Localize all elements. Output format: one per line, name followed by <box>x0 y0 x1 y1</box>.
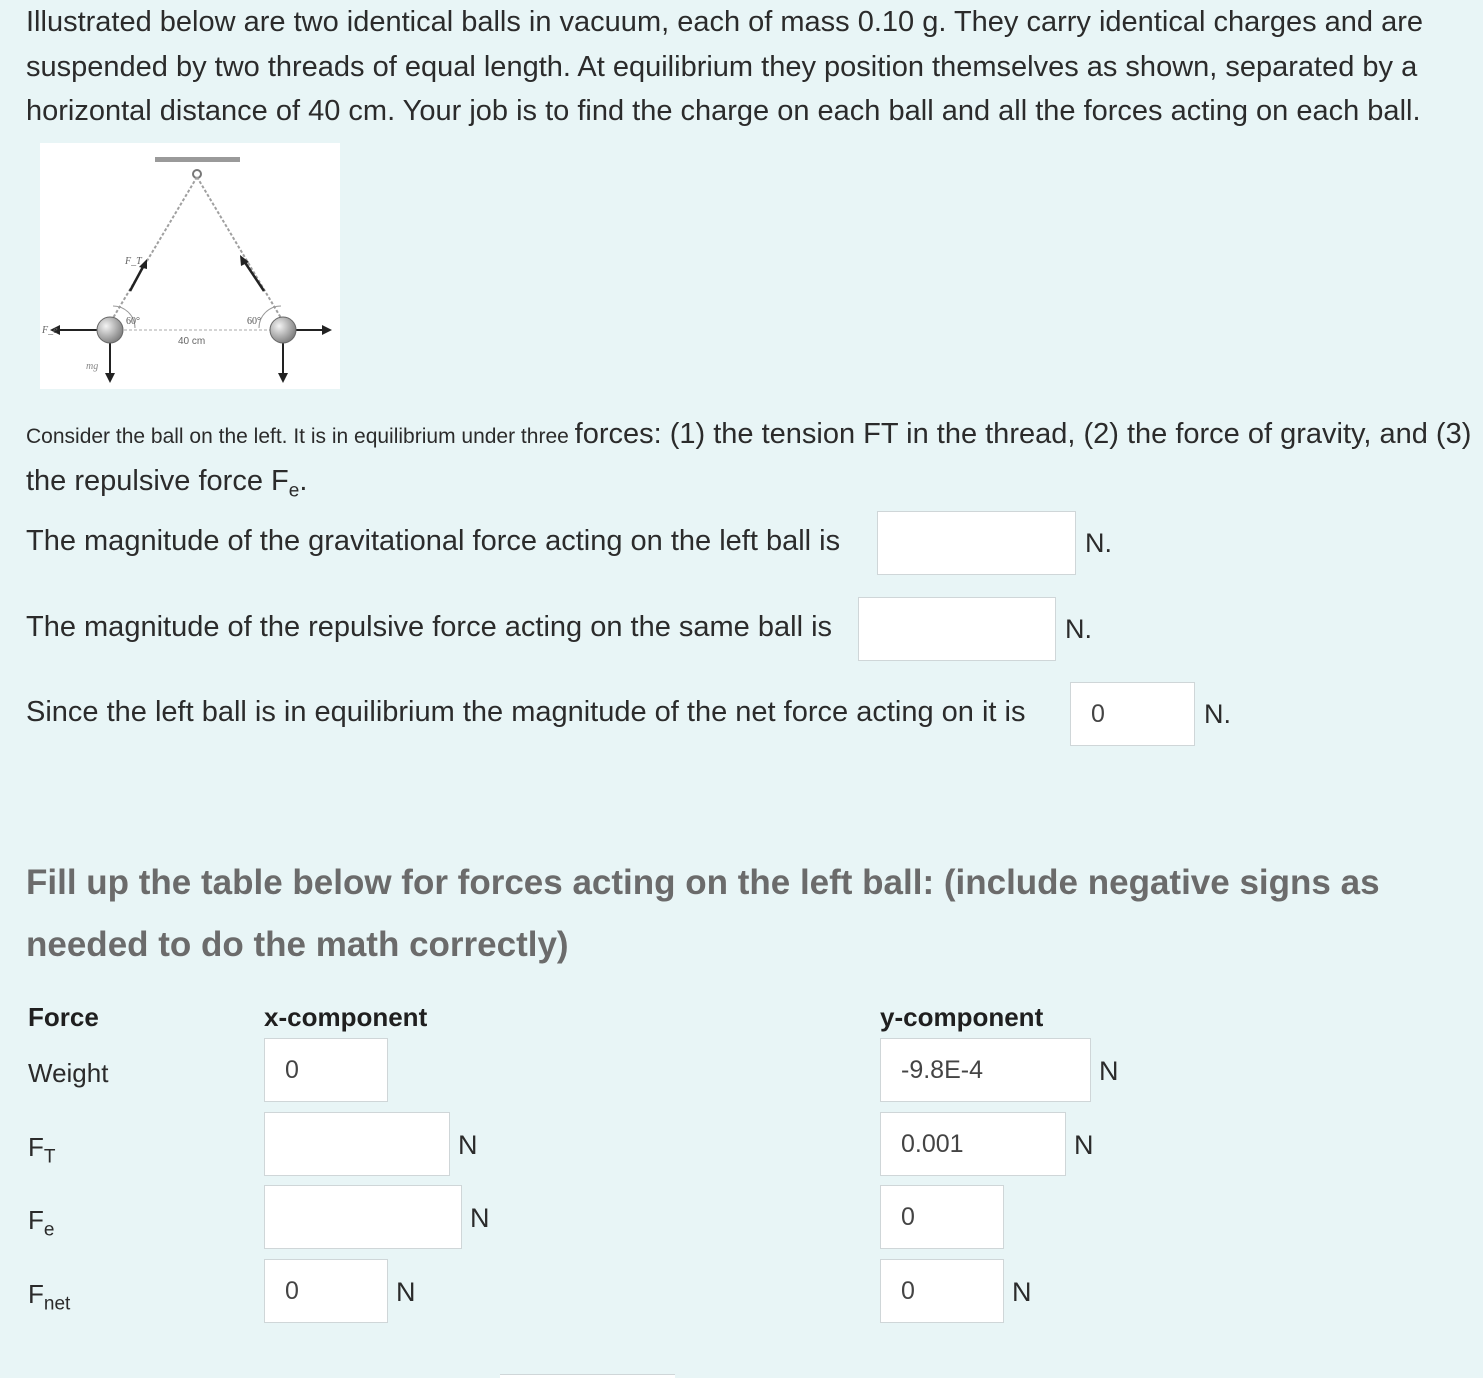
tension-y-unit: N <box>1074 1130 1094 1160</box>
ceiling-support <box>155 157 240 162</box>
net-y-input[interactable]: 0 <box>880 1259 1004 1323</box>
net-force-unit: N. <box>1204 699 1231 729</box>
problem-intro: Illustrated below are two identical balls in vacuum, each of mass 0.10 g. They carry identical charges and are suspended by two threads of equal length. At equilibrium they position themselves as shown, separated by a horizontal distance of 40 cm. Your job is to find the charge on each ball and all the forces acting on each ball. <box>26 6 1424 127</box>
left-angle-label: 60° <box>126 316 140 327</box>
gravity-answer-input[interactable] <box>877 511 1076 575</box>
right-thread <box>197 177 281 318</box>
question-net-force: Since the left ball is in equilibrium the magnitude of the net force acting on it is <box>26 696 1026 728</box>
right-ball <box>270 317 296 343</box>
hanging-balls-diagram <box>40 143 340 389</box>
question-gravity: The magnitude of the gravitational force acting on the left ball is <box>26 525 841 557</box>
weight-y-input[interactable]: -9.8E-4 <box>880 1038 1091 1102</box>
repulsive-unit: N. <box>1065 614 1092 644</box>
weight-y-unit: N <box>1099 1056 1119 1086</box>
row-label-weight: Weight <box>28 1058 109 1088</box>
repulsive-x-input[interactable] <box>264 1185 462 1249</box>
tension-x-unit: N <box>458 1130 478 1160</box>
weight-x-input[interactable]: 0 <box>264 1038 388 1102</box>
left-tension-arrow <box>130 265 144 291</box>
net-x-unit: N <box>396 1277 416 1307</box>
column-force-header: Force <box>28 1002 99 1032</box>
net-force-answer-input[interactable]: 0 <box>1070 682 1195 746</box>
row-label-net: $F_{net}$ <box>28 1279 71 1315</box>
right-tension-arrow <box>244 261 264 291</box>
row-label-tension: $F_T$ <box>28 1132 56 1168</box>
gravity-unit: N. <box>1085 528 1112 558</box>
ft-label: F_T <box>125 256 142 267</box>
tension-x-input[interactable] <box>264 1112 450 1176</box>
distance-label: 40 cm <box>178 336 206 347</box>
repulsive-answer-input[interactable] <box>858 597 1056 661</box>
partial-input-edge[interactable] <box>500 1374 675 1378</box>
table-heading: Fill up the table below for forces acting on the left ball: (include negative signs as needed to do the math correctly) <box>26 863 1380 964</box>
column-y-header: y-component <box>880 1002 1044 1032</box>
tension-y-input[interactable]: 0.001 <box>880 1112 1066 1176</box>
left-ball <box>97 317 123 343</box>
consider-part1: Consider the ball on the left. It is in equilibrium under three <box>26 425 575 448</box>
row-label-repulsive: $F_e$ <box>28 1205 55 1241</box>
right-angle-label: 60° <box>247 316 261 327</box>
consider-line2: the repulsive force $F_e$. <box>26 465 308 502</box>
question-repulsive: The magnitude of the repulsive force acting on the same ball is <box>26 611 833 643</box>
fe-label: F_e <box>42 325 58 336</box>
consider-paragraph <box>26 412 1483 514</box>
left-thread <box>113 177 197 318</box>
physics-figure <box>40 143 340 389</box>
consider-part2: forces: (1) the tension FT in the thread, (2) the force of gravity, and (3) <box>574 418 1472 450</box>
column-x-header: x-component <box>264 1002 428 1032</box>
pivot-ring <box>193 170 201 178</box>
repulsive-x-unit: N <box>470 1203 490 1233</box>
net-x-input[interactable]: 0 <box>264 1259 388 1323</box>
net-y-unit: N <box>1012 1277 1032 1307</box>
repulsive-y-input[interactable]: 0 <box>880 1185 1004 1249</box>
mg-label: mg <box>86 361 99 372</box>
